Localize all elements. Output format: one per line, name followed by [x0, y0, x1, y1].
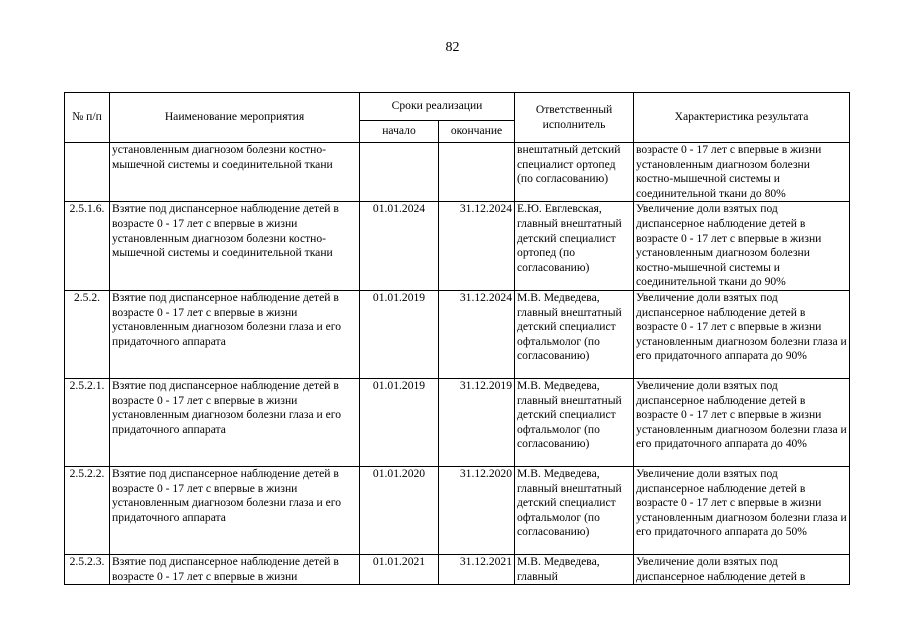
row-name: Взятие под диспансерное наблюдение детей в возрасте 0 - 17 лет с впервые в жизни установленным диагнозом болезни глаза и его придаточного аппарата — [110, 290, 360, 378]
row-num: 2.5.2.2. — [65, 466, 110, 554]
row-name: установленным диагнозом болезни костно-мышечной системы и соединительной ткани — [110, 143, 360, 202]
row-num — [65, 143, 110, 202]
row-result: Увеличение доли взятых под диспансерное наблюдение детей в возрасте 0 - 17 лет с впервые в жизни установленным диагнозом болезни глаза и его придаточного аппарата до 50% — [634, 466, 850, 554]
row-name: Взятие под диспансерное наблюдение детей в возрасте 0 - 17 лет с впервые в жизни установленным диагнозом болезни глаза и его придаточного аппарата — [110, 466, 360, 554]
row-start — [360, 143, 439, 202]
row-start: 01.01.2019 — [360, 290, 439, 378]
header-name: Наименование мероприятия — [110, 93, 360, 143]
header-responsible: Ответственный исполнитель — [515, 93, 634, 143]
row-result: Увеличение доли взятых под диспансерное наблюдение детей в возрасте 0 - 17 лет с впервые в жизни установленным диагнозом болезни глаза и его придаточного аппарата до 40% — [634, 378, 850, 466]
row-end: 31.12.2019 — [439, 378, 515, 466]
table-row — [65, 466, 850, 554]
row-start: 01.01.2020 — [360, 466, 439, 554]
header-result: Характеристика результата — [634, 93, 850, 143]
header-start: начало — [360, 121, 439, 143]
row-responsible: М.В. Медведева, главный внештатный детский специалист офтальмолог (по согласованию) — [515, 290, 634, 378]
table-row — [65, 554, 850, 584]
table-row — [65, 202, 850, 291]
header-terms: Сроки реализации — [360, 93, 515, 121]
row-start: 01.01.2024 — [360, 202, 439, 291]
row-result: Увеличение доли взятых под диспансерное наблюдение детей в возрасте 0 - 17 лет с впервые в жизни установленным диагнозом болезни костно-мышечной системы и соединительной ткани до 90% — [634, 202, 850, 291]
table-row — [65, 143, 850, 202]
row-end: 31.12.2024 — [439, 202, 515, 291]
row-num: 2.5.1.6. — [65, 202, 110, 291]
row-name: Взятие под диспансерное наблюдение детей в возрасте 0 - 17 лет с впервые в жизни установленным диагнозом болезни костно-мышечной системы и соединительной ткани — [110, 202, 360, 291]
row-end: 31.12.2024 — [439, 290, 515, 378]
row-num: 2.5.2.3. — [65, 554, 110, 584]
row-responsible: М.В. Медведева, главный — [515, 554, 634, 584]
row-start: 01.01.2019 — [360, 378, 439, 466]
row-num: 2.5.2.1. — [65, 378, 110, 466]
row-result: Увеличение доли взятых под диспансерное наблюдение детей в — [634, 554, 850, 584]
row-responsible: М.В. Медведева, главный внештатный детский специалист офтальмолог (по согласованию) — [515, 466, 634, 554]
row-responsible: внештатный детский специалист ортопед (по согласованию) — [515, 143, 634, 202]
row-num: 2.5.2. — [65, 290, 110, 378]
row-responsible: М.В. Медведева, главный внештатный детский специалист офтальмолог (по согласованию) — [515, 378, 634, 466]
row-name: Взятие под диспансерное наблюдение детей в возрасте 0 - 17 лет с впервые в жизни установленным диагнозом болезни глаза и его придаточного аппарата — [110, 378, 360, 466]
table-row — [65, 290, 850, 378]
header-end: окончание — [439, 121, 515, 143]
measures-table — [64, 92, 850, 585]
table-row — [65, 378, 850, 466]
header-num: № п/п — [65, 93, 110, 143]
row-name: Взятие под диспансерное наблюдение детей в возрасте 0 - 17 лет с впервые в жизни — [110, 554, 360, 584]
row-end: 31.12.2021 — [439, 554, 515, 584]
page-number: 82 — [445, 40, 460, 55]
row-start: 01.01.2021 — [360, 554, 439, 584]
row-result: Увеличение доли взятых под диспансерное наблюдение детей в возрасте 0 - 17 лет с впервые в жизни установленным диагнозом болезни глаза и его придаточного аппарата до 90% — [634, 290, 850, 378]
row-result: возрасте 0 - 17 лет с впервые в жизни установленным диагнозом болезни костно-мышечной системы и соединительной ткани до 80% — [634, 143, 850, 202]
row-end: 31.12.2020 — [439, 466, 515, 554]
row-end — [439, 143, 515, 202]
row-responsible: Е.Ю. Евглевская, главный внештатный детский специалист ортопед (по согласованию) — [515, 202, 634, 291]
